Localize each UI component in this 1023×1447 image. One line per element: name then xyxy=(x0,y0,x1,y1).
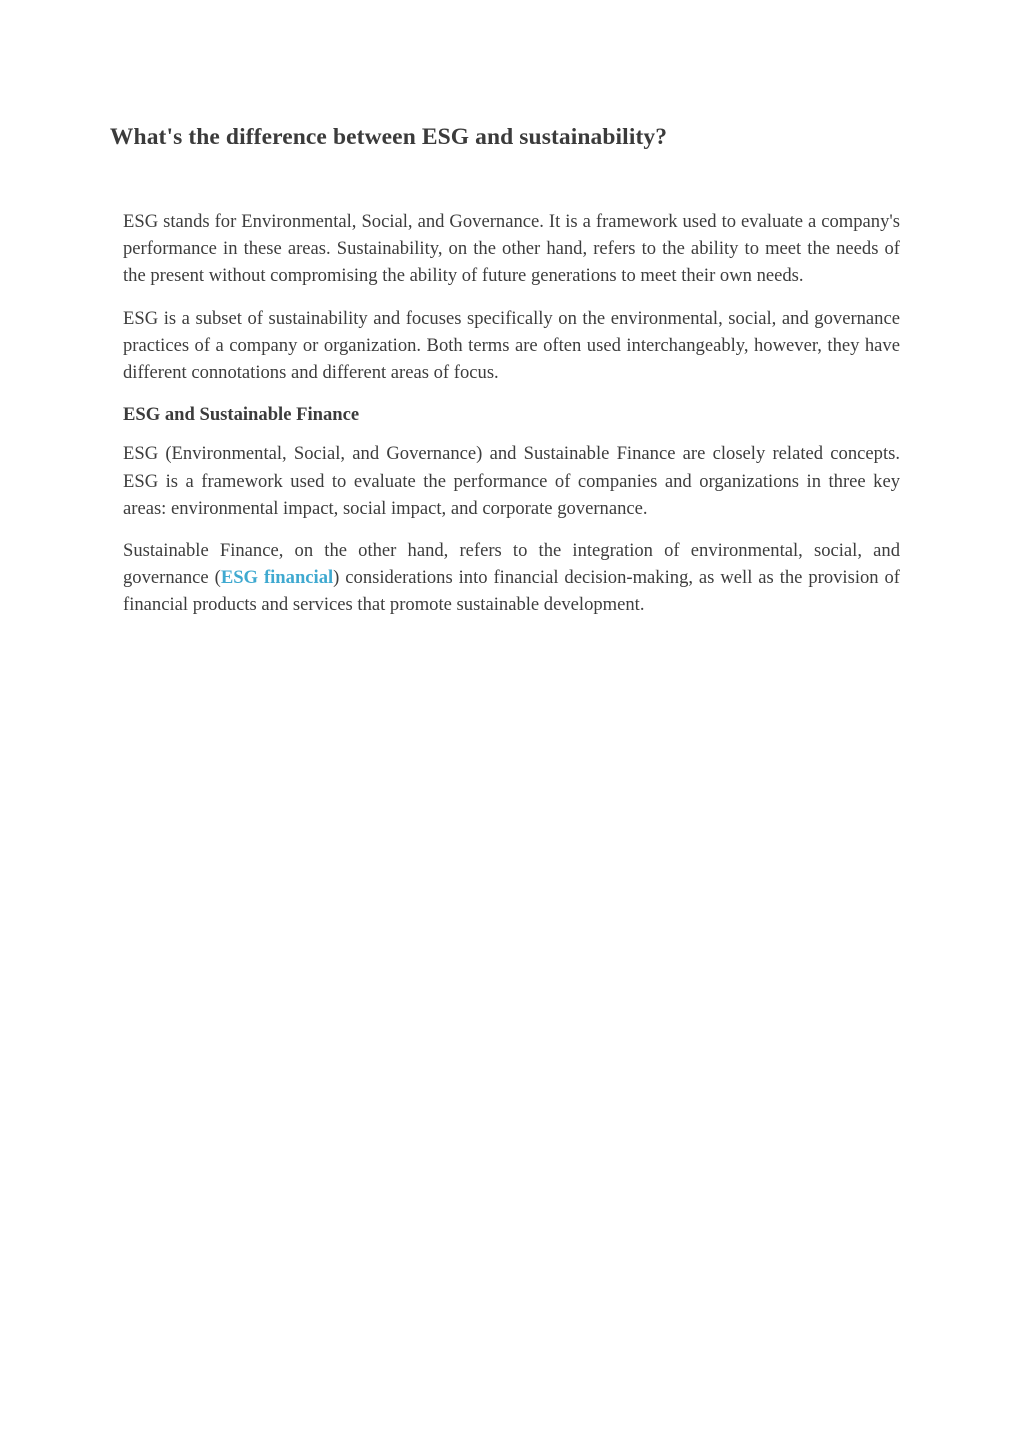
section-heading-esg-sustainable-finance: ESG and Sustainable Finance xyxy=(123,404,360,426)
paragraph-esg-sustainable-finance-relation: ESG (Environmental, Social, and Governance) and Sustainable Finance are closely related concepts. ESG is a framework used to evaluate the performance of companies and organizations in three key areas: environmental impact, social impact, and corporate governance. xyxy=(123,443,900,519)
paragraph-esg-subset: ESG is a subset of sustainability and focuses specifically on the environmental, social, and governance practices of a company or organization. Both terms are often used interchangeably, however, they have different connotations and different areas of focus. xyxy=(123,307,900,384)
article-content xyxy=(123,208,900,619)
paragraph-text-after-link: ) considerations into financial decision-making, as well as the provision of financial products and services that promote sustainable development. xyxy=(123,567,900,616)
page-title: What's the difference between ESG and sustainability? xyxy=(109,124,668,150)
paragraph-esg-definition: ESG stands for Environmental, Social, and Governance. It is a framework used to evaluate a company's performance in these areas. Sustainability, on the other hand, refers to the ability to meet the needs of the present without compromising the ability of future generations to meet their own needs. xyxy=(123,211,900,287)
paragraph-sustainable-finance-definition xyxy=(123,537,900,619)
esg-financial-link[interactable]: ESG financial xyxy=(220,567,334,589)
paragraph-text-before-link: Sustainable Finance, on the other hand, refers to the integration of environmental, social, and governance ( xyxy=(123,540,900,589)
